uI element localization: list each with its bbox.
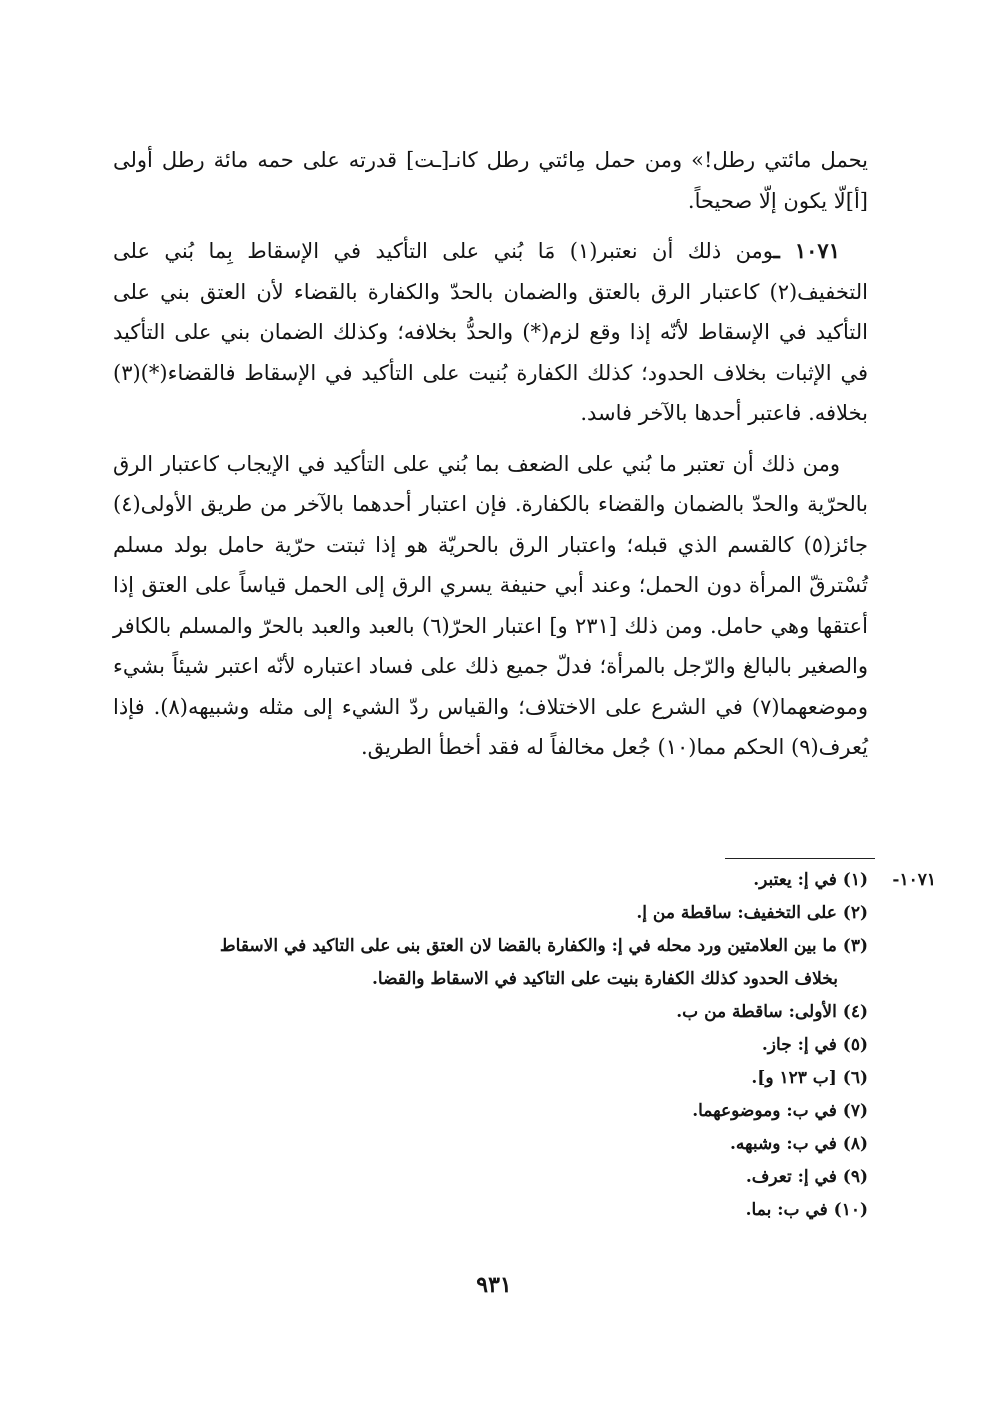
paragraph-2: ومن ذلك أن تعتبر ما بُني على الضعف بما بُني على التأكيد في الإيجاب كاعتبار الرق بالحرّية والحدّ بالضمان والقضاء بالكفارة. فإن اعتبار أحدهما بالآخر من طريق الأولى(٤) جائز(٥) كالقسم الذي قبله؛ واعتبار الرق بالحريّة هو إذا ثبتت حرّية حامل بولد مسلم تُسْترقّ المرأة دون الحمل؛ وعند أبي حنيفة يسري الرق إلى الحمل قياساً على العتق إذا أعتقها وهي حامل. ومن ذلك [٢٣١ و] اعتبار الحرّ(٦) بالعبد والعبد بالحرّ والمسلم بالكافر والصغير بالبالغ والرّجل بالمرأة؛ فدلّ جميع ذلك على فساد اعتباره لأنّه اعتبر شيئاً بشيء وموضعهما(٧) في الشرع على الاختلاف؛ والقياس ردّ الشيء إلى مثله وشبيهه(٨). فإذا يُعرف(٩) الحكم مما(١٠) جُعل مخالفاً له فقد أخطأ الطريق.: [113, 451, 868, 759]
footnote-2: (٢) على التخفيف: ساقطة من إ.: [636, 903, 868, 923]
paragraph-continuation: يحمل مائتي رطل!» ومن حمل مِائتي رطل كانـ[ـت] قدرته على حمه مائة رطل أولى [أ]لّا يكون إلّا صحيحاً.: [113, 148, 868, 213]
main-text: [113, 140, 868, 778]
section-number: ١٠٧١ ـ: [773, 238, 840, 263]
footnote-6: (٦) [ب ١٢٣ و].: [751, 1068, 868, 1088]
paragraph-1071: [113, 231, 868, 434]
footnote-5: (٥) في إ: جاز.: [761, 1035, 868, 1055]
footnotes: [116, 864, 936, 1227]
footnote-divider: [725, 858, 875, 859]
footnote-3: (٣) ما بين العلامتين ورد محله في إ: والكفارة بالقضا لان العتق بنى على التاكيد في الاسقاط: [219, 936, 868, 956]
footnote-4: (٤) الأولى: ساقطة من ب.: [676, 1002, 868, 1022]
footnote-3-continued: بخلاف الحدود كذلك الكفارة بنيت على التاكيد في الاسقاط والقضا.: [371, 969, 838, 989]
page-number: ٩٣١: [476, 1272, 512, 1298]
paragraph-1071-text: ومن ذلك أن نعتبر(١) مَا بُني على التأكيد في الإسقاط بِما بُني على التخفيف(٢) كاعتبار الرق بالعتق والضمان بالحدّ والكفارة بالقضاء لأن العتق بني على التأكيد في الإسقاط لأنّه إذا وقع لزم(*) والحدُّ بخلافه؛ وكذلك الضمان بني على التأكيد في الإثبات بخلاف الحدود؛ كذلك الكفارة بُنيت على التأكيد في الإسقاط فالقضاء(*)(٣) بخلافه. فاعتبر أحدها بالآخر فاسد.: [113, 239, 868, 425]
footnote-9: (٩) في إ: تعرف.: [745, 1167, 868, 1187]
footnote-7: (٧) في ب: وموضوعهما.: [692, 1101, 868, 1121]
footnote-10: (١٠) في ب: بما.: [745, 1200, 868, 1220]
footnote-1: (١) في إ: يعتبر.: [753, 870, 868, 890]
footnote-row-1: [116, 864, 936, 897]
footnote-section-prefix: ١٠٧١-: [892, 870, 936, 890]
footnote-8: (٨) في ب: وشبهه.: [729, 1134, 868, 1154]
